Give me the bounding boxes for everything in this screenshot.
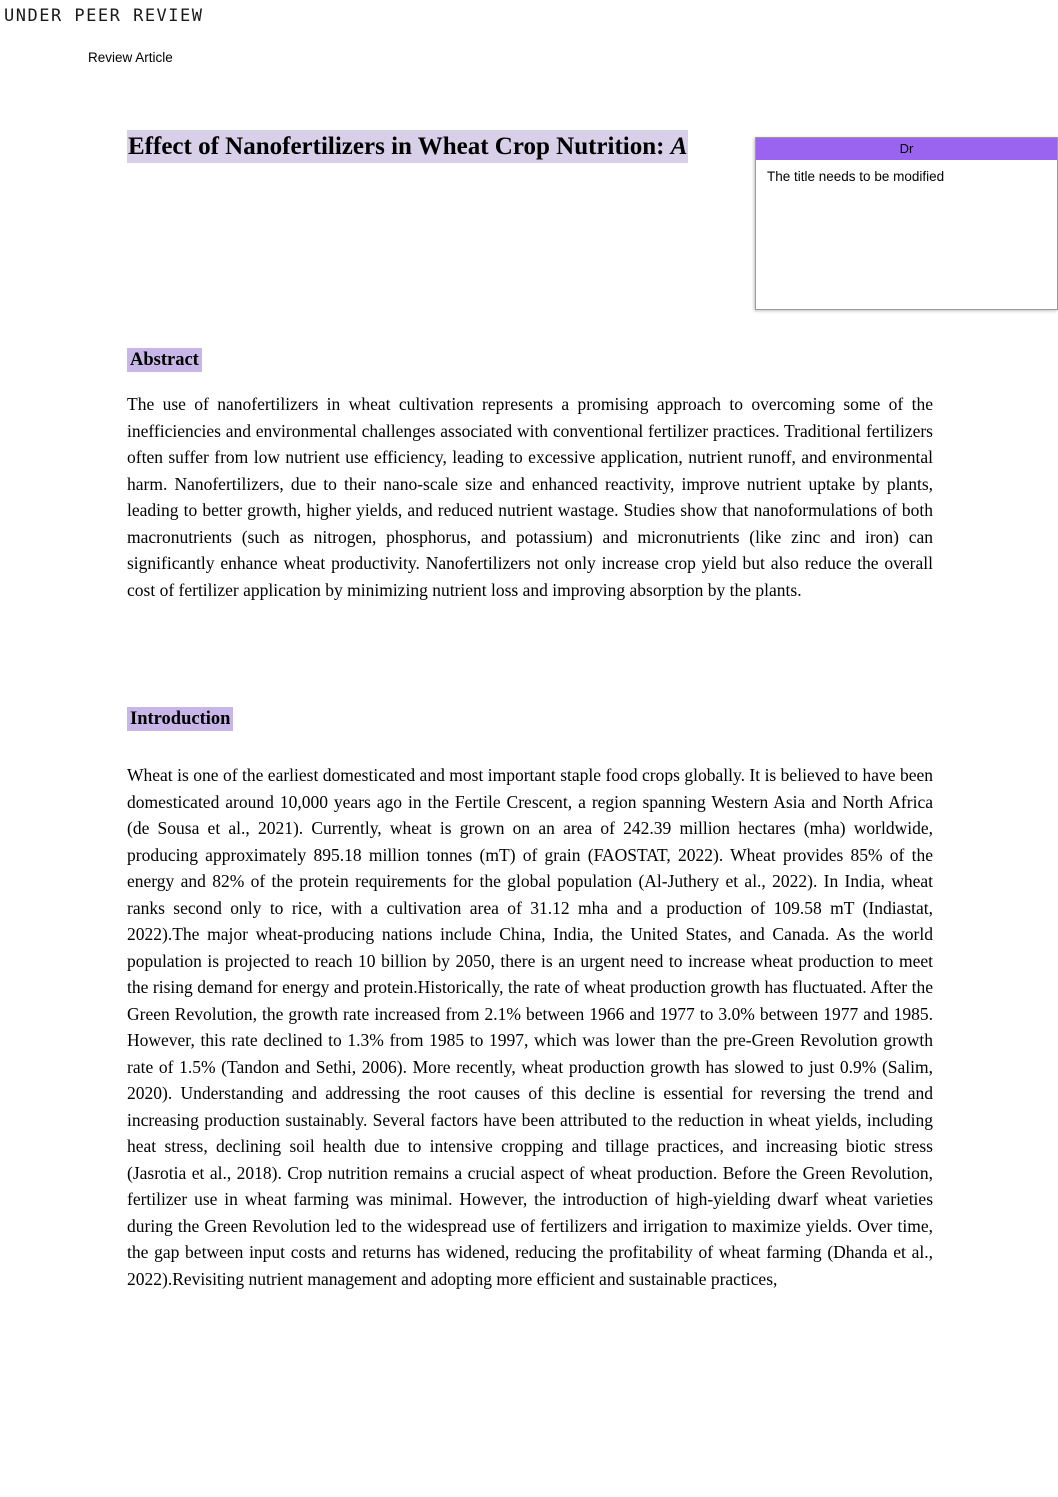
abstract-paragraph: The use of nanofertilizers in wheat cultivation represents a promising approach to overcoming some of the inefficiencies and environmental challenges associated with conventional fertilizer practices. Traditional fertilizers often suffer from low nutrient use efficiency, leading to excessive application, nutrient runoff, and environmental harm. Nanofertilizers, due to their nano-scale size and enhanced reactivity, improve nutrient uptake by plants, leading to better growth, higher yields, and reduced nutrient wastage. Studies show that nanoformulations of both macronutrients (such as nitrogen, phosphorus, and potassium) and micronutrients (like zinc and iron) can significantly enhance wheat productivity. Nanofertilizers not only increase crop yield but also reduce the overall cost of fertilizer application by minimizing nutrient loss and improving absorption by the plants. — [127, 394, 933, 600]
comment-text: The title needs to be modified — [767, 169, 945, 184]
introduction-paragraph: Wheat is one of the earliest domesticated and most important staple food crops globally. It is believed to have been domesticated around 10,000 years ago in the Fertile Crescent, a region spanning Western Asia and North Africa (de Sousa et al., 2021). Currently, wheat is grown on an area of 242.39 million hectares (mha) worldwide, producing approximately 895.18 million tonnes (mT) of grain (FAOSTAT, 2022). Wheat provides 85% of the energy and 82% of the protein requirements for the global population (Al-Juthery et al., 2022). In India, wheat ranks second only to rice, with a cultivation area of 31.12 mha and a production of 109.58 mT (Indiastat, 2022).The major wheat-producing nations include China, India, the United States, and Canada. As the world population is projected to reach 10 billion by 2050, there is an urgent need to increase wheat production to meet the rising demand for energy and protein.Historically, the rate of wheat production growth has fluctuated. After the Green Revolution, the growth rate increased from 2.1% between 1966 and 1977 to 3.0% between 1977 and 1985. However, this rate declined to 1.3% from 1985 to 1997, which was lower than the pre-Green Revolution growth rate of 1.5% (Tandon and Sethi, 2006). More recently, wheat production growth has slowed to just 0.9% (Salim, 2020). Understanding and addressing the root causes of this decline is essential for reversing the trend and increasing production sustainably. Several factors have been attributed to the reduction in wheat yields, including heat stress, declining soil health due to intensive cropping and tillage practices, and increasing biotic stress (Jasrotia et al., 2018). Crop nutrition remains a crucial aspect of wheat production. Before the Green Revolution, fertilizer use in wheat farming was minimal. However, the introduction of high-yielding dwarf wheat varieties during the Green Revolution led to the widespread use of fertilizers and irrigation to maximize yields. Over time, the gap between input costs and returns has widened, reducing the profitability of wheat farming (Dhanda et al., 2022).Revisiting nutrient management and adopting more efficient and sustainable practices, — [127, 765, 933, 1289]
peer-review-watermark: UNDER PEER REVIEW — [4, 6, 204, 26]
review-comment-box[interactable] — [755, 137, 1058, 310]
abstract-heading-text: Abstract — [127, 348, 202, 372]
introduction-heading-text: Introduction — [127, 707, 233, 731]
page-title-text: Effect of Nanofertilizers in Wheat Crop Nutrition: — [128, 133, 671, 160]
page-title-continuation: A — [670, 133, 688, 160]
introduction-heading — [127, 709, 233, 730]
abstract-heading — [127, 350, 202, 371]
comment-author-label: Dr — [756, 138, 1057, 160]
article-type-label: Review Article — [88, 50, 173, 65]
